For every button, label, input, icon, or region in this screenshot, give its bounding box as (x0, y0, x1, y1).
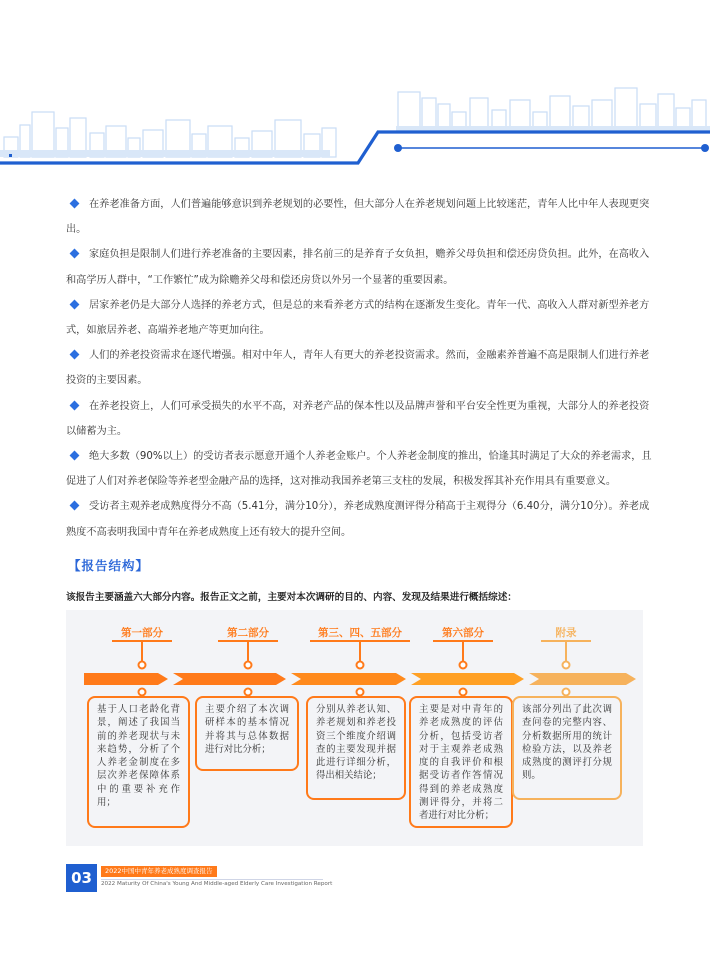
bullet-item: 居家养老仍是大部分人选择的养老方式，但是总的来看养老方式的结构在逐渐发生变化。青年一代、高收入人群对新型养老方式，如旅居养老、高端养老地产等更加向往。 (66, 299, 650, 337)
report-title-badge: 2022中国中青年养老成熟度调查报告 (101, 866, 217, 877)
diamond-icon (70, 249, 80, 259)
city-skyline-banner (0, 0, 710, 175)
part-label-6: 第六部分 (442, 627, 484, 639)
part-label-2: 第二部分 (227, 627, 269, 639)
footer-divider (101, 879, 323, 880)
report-title-english: 2022 Maturity Of China's Young And Middle-aged Elderly Care Investigation Report (101, 881, 333, 887)
report-structure-diagram (66, 610, 643, 846)
bullet-item: 受访者主观养老成熟度得分不高（5.41分，满分10分），养老成熟度测评得分稍高于主观得分（6.40分，满分10分）。养老成熟度不高表明我国中青年在养老成熟度上还有较大的提升空间。 (66, 501, 650, 538)
section-description: 该报告主要涵盖六大部分内容。报告正文之前，主要对本次调研的目的、内容、发现及结果进行概括综述： (66, 592, 517, 603)
page-number: 03 (66, 864, 97, 892)
bullet-item: 在养老投资上，人们可承受损失的水平不高，对养老产品的保本性以及品牌声誉和平台安全性更为重视，大部分人的养老投资以储蓄为主。 (66, 400, 650, 437)
bullet-item: 在养老准备方面，人们普遍能够意识到养老规划的必要性，但大部分人在养老规划问题上比较迷茫，青年人比中年人表现更突出。 (66, 199, 650, 236)
part-label-appendix: 附录 (555, 627, 577, 639)
bullet-item: 人们的养老投资需求在逐代增强。相对中年人，青年人有更大的养老投资需求。然而，金融素养普遍不高是限制人们进行养老投资的主要因素。 (66, 350, 650, 387)
part-label-3-5: 第三、四、五部分 (318, 627, 402, 639)
part-desc-appendix: 该部分列出了此次调查问卷的完整内容、分析数据所用的统计检验方法，以及养老成熟度的测评打分规则。 (512, 696, 622, 800)
summary-bullet-list (66, 192, 652, 545)
part-desc-3-5: 分别从养老认知、养老规划和养老投资三个维度介绍调查的主要发现并据此进行详细分析，得出相关结论； (306, 696, 406, 800)
section-title: 【报告结构】 (68, 558, 150, 573)
diamond-icon (70, 451, 80, 461)
bullet-item: 家庭负担是限制人们进行养老准备的主要因素，排名前三的是养育子女负担，赡养父母负担和偿还房贷负担。此外，在高收入和高学历人群中，“工作繁忙”成为除赡养父母和偿还房贷以外另一个显著的重要因素。 (66, 249, 650, 286)
part-desc-1: 基于人口老龄化背景，阐述了我国当前的养老现状与未来趋势，分析了个人养老金制度在多层次养老保障体系中的重要补充作用； (87, 696, 190, 828)
part-desc-6: 主要是对中青年的养老成熟度的评估分析，包括受访者对于主观养老成熟度的自我评价和根据受访者作答情况得到的养老成熟度测评得分，并将二者进行对比分析； (409, 696, 513, 828)
part-desc-2: 主要介绍了本次调研样本的基本情况并将其与总体数据进行对比分析； (195, 696, 299, 771)
diamond-icon (70, 350, 80, 360)
diamond-icon (70, 400, 80, 410)
diamond-icon (70, 199, 80, 209)
part-label-1: 第一部分 (121, 627, 163, 639)
bullet-item: 绝大多数（90%以上）的受访者表示愿意开通个人养老金账户。个人养老金制度的推出，恰逢其时满足了大众的养老需求，且促进了人们对养老保险等养老型金融产品的选择，这对推动我国养老第三支柱的发展，积极发挥其补充作用具有重要意义。 (66, 451, 652, 488)
diamond-icon (70, 299, 80, 309)
diamond-icon (70, 501, 80, 511)
